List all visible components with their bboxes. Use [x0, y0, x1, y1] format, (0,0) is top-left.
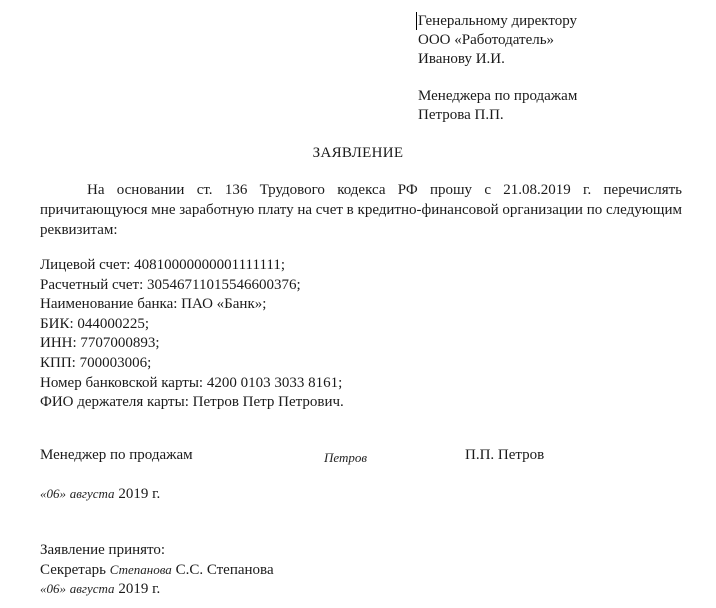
body-paragraph: На основании ст. 136 Трудового кодекса РФ прошу с 21.08.2019 г. перечислять причитающуюся мне заработную плату на счет в кредитно-финансовой организации по следующим реквизитам:: [40, 182, 682, 238]
date-month: августа: [69, 486, 115, 501]
requisite-settlement-account: Расчетный счет: 30546711015546600376;: [40, 276, 301, 293]
document-title: ЗАЯВЛЕНИЕ: [312, 145, 404, 161]
application-date: [40, 484, 160, 504]
text-cursor: [416, 12, 417, 30]
acceptance-heading: Заявление принято:: [40, 542, 166, 558]
applicant-name: П.П. Петров: [465, 447, 545, 463]
addressee-line-2: ООО «Работодатель»: [418, 32, 555, 48]
date-year: 2019 г.: [118, 581, 161, 597]
applicant-signature: Петров: [324, 450, 368, 465]
requisite-bik: БИК: 044000225;: [40, 315, 150, 332]
sender-line-2: Петрова П.П.: [418, 107, 504, 123]
secretary-label: Секретарь: [40, 562, 107, 578]
date-year: 2019 г.: [118, 486, 161, 502]
requisite-kpp: КПП: 700003006;: [40, 354, 152, 371]
addressee-line-1: Генеральному директору: [418, 13, 578, 29]
date-day: «06»: [40, 486, 66, 501]
requisite-card-number: Номер банковской карты: 4200 0103 3033 8161;: [40, 374, 343, 391]
requisite-personal-account: Лицевой счет: 40810000000001111111;: [40, 257, 286, 273]
requisite-inn: ИНН: 7707000893;: [40, 335, 160, 352]
secretary-name: С.С. Степанова: [175, 562, 274, 578]
addressee-line-3: Иванову И.И.: [418, 51, 505, 67]
date-day: «06»: [40, 581, 66, 596]
requisites-list: [40, 256, 344, 413]
acceptance-secretary: [40, 560, 274, 580]
date-month: августа: [69, 581, 115, 596]
requisite-bank-name: Наименование банка: ПАО «Банк»;: [40, 296, 267, 313]
secretary-signature: Степанова: [109, 562, 172, 577]
acceptance-date: [40, 579, 160, 599]
sender-line-1: Менеджера по продажам: [418, 88, 578, 104]
signature-position: Менеджер по продажам: [40, 447, 193, 463]
requisite-card-holder: ФИО держателя карты: Петров Петр Петрович.: [40, 394, 344, 411]
